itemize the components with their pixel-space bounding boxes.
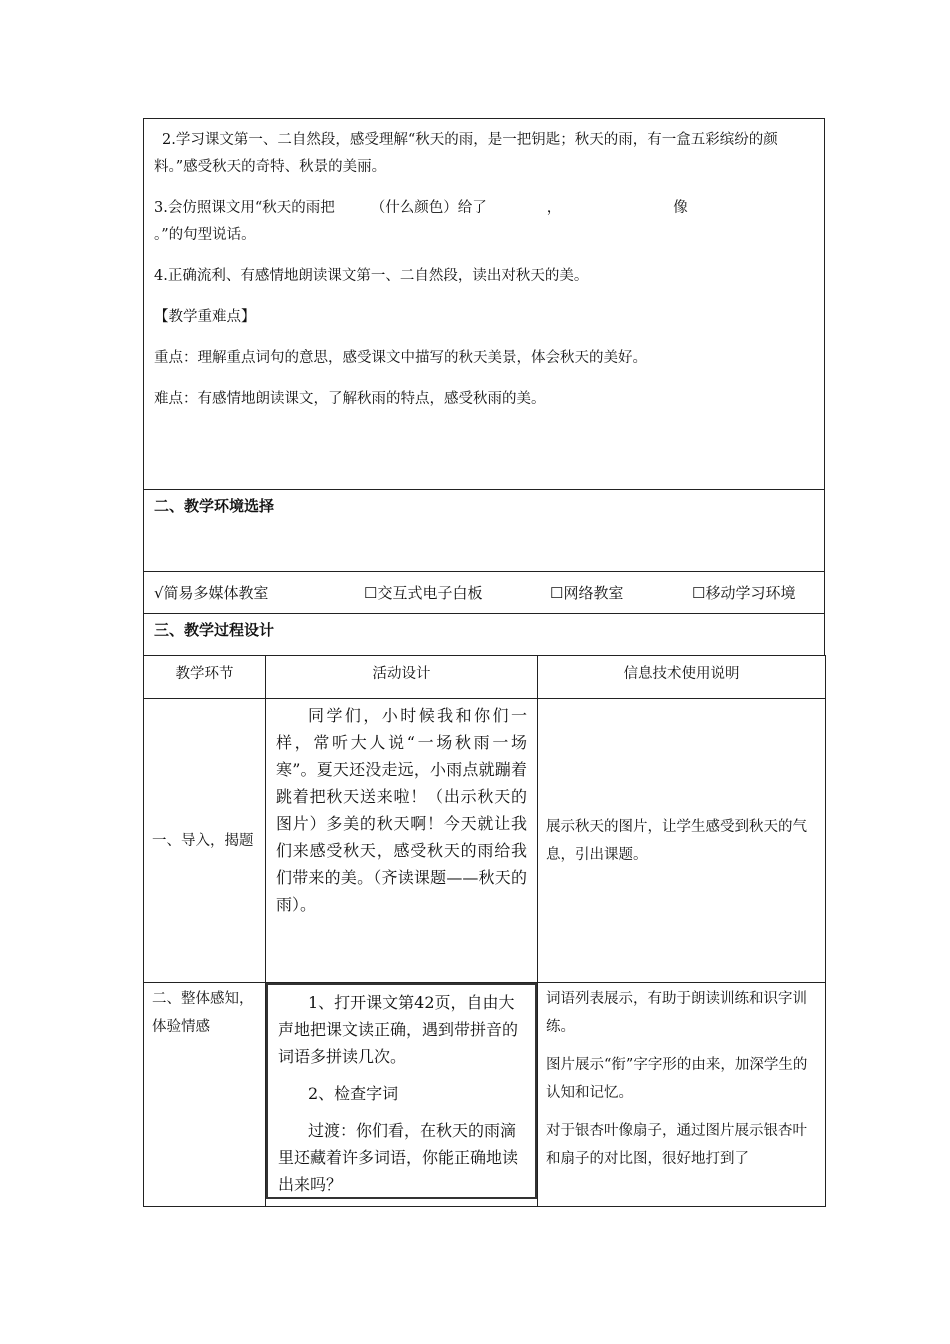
header-activity: 活动设计 [266,656,538,699]
goal-item-3-part-d: 像 [673,200,688,216]
table-row [144,699,826,983]
env-option-network-classroom[interactable]: ☐网络教室 [550,584,624,602]
env-option-interactive-whiteboard[interactable]: ☐交互式电子白板 [364,584,483,602]
info-overview-1: 词语列表展示，有助于朗读训练和识字训练。 [546,991,807,1035]
environment-section-title: 二、教学环境选择 [143,489,825,571]
activity-cell [266,983,538,1207]
goal-item-3-part-c: ， [546,200,562,216]
activity-transition: 过渡：你们看，在秋天的雨滴里还藏着许多词语，你能正确地读出来吗？ [278,1121,519,1194]
goal-item-2: 2.学习课文第一、二自然段，感受理解“秋天的雨，是一把钥匙；秋天的雨，有一盒五彩缤纷的颜料。”感受秋天的奇特、秋景的美丽。 [154,132,778,175]
activity-step-1: 1、打开课文第42页，自由大声地把课文读正确，遇到带拼音的词语多拼读几次。 [278,993,519,1066]
key-point-text: 重点：理解重点词句的意思，感受课文中描写的秋天美景，体会秋天的美好。 [154,350,647,366]
process-section-title: 三、教学过程设计 [143,613,825,655]
environment-options [143,571,825,613]
goal-item-3-part-a: 3.会仿照课文用“秋天的雨把 [154,200,335,216]
stage-cell [144,699,266,983]
process-table [143,655,826,1207]
activity-cell [266,699,538,983]
env-option-simple-multimedia[interactable]: √简易多媒体教室 [154,584,269,602]
info-cell [538,699,826,983]
activity-intro: 同学们，小时候我和你们一样，常听大人说“一场秋雨一场寒”。夏天还没走远，小雨点就蹦着跳着把秋天送来啦！（出示秋天的图片）多美的秋天啊！今天就让我们来感受秋天，感受秋天的雨给我们带来的美。（齐读课题——秋天的雨）。 [276,706,527,914]
activity-step-2: 2、检查字词 [308,1084,399,1103]
goal-item-4: 4.正确流利、有感情地朗读课文第一、二自然段，读出对秋天的美。 [154,268,589,284]
info-intro: 展示秋天的图片，让学生感受到秋天的气息，引出课题。 [546,818,807,863]
info-overview [538,983,825,1173]
info-overview-2: 图片展示“衔”字字形的由来，加深学生的认知和记忆。 [546,1057,808,1101]
stage-intro: 一、导入，揭题 [152,832,254,849]
env-option-mobile-learning[interactable]: ☐移动学习环境 [692,584,796,602]
difficulty-text: 难点：有感情地朗读课文，了解秋雨的特点，感受秋雨的美。 [154,391,546,407]
key-difficulty-heading: 【教学重难点】 [154,309,256,325]
stage-overview: 二、整体感知，体验情感 [152,991,254,1035]
lesson-plan-document [143,118,825,1207]
header-info-tech: 信息技术使用说明 [538,656,826,699]
header-stage: 教学环节 [144,656,266,699]
goal-item-3-part-e: 。”的句型说话。 [154,227,256,243]
goal-item-3 [154,195,814,249]
stage-cell [144,983,266,1207]
activity-overview-box [266,983,537,1199]
table-header-row [144,656,826,699]
info-cell [538,983,826,1207]
teaching-goals-section [143,118,825,489]
table-row [144,983,826,1207]
goal-item-3-part-b: （什么颜色）给了 [370,200,487,216]
info-overview-3: 对于银杏叶像扇子，通过图片展示银杏叶和扇子的对比图，很好地打到了 [546,1123,807,1167]
